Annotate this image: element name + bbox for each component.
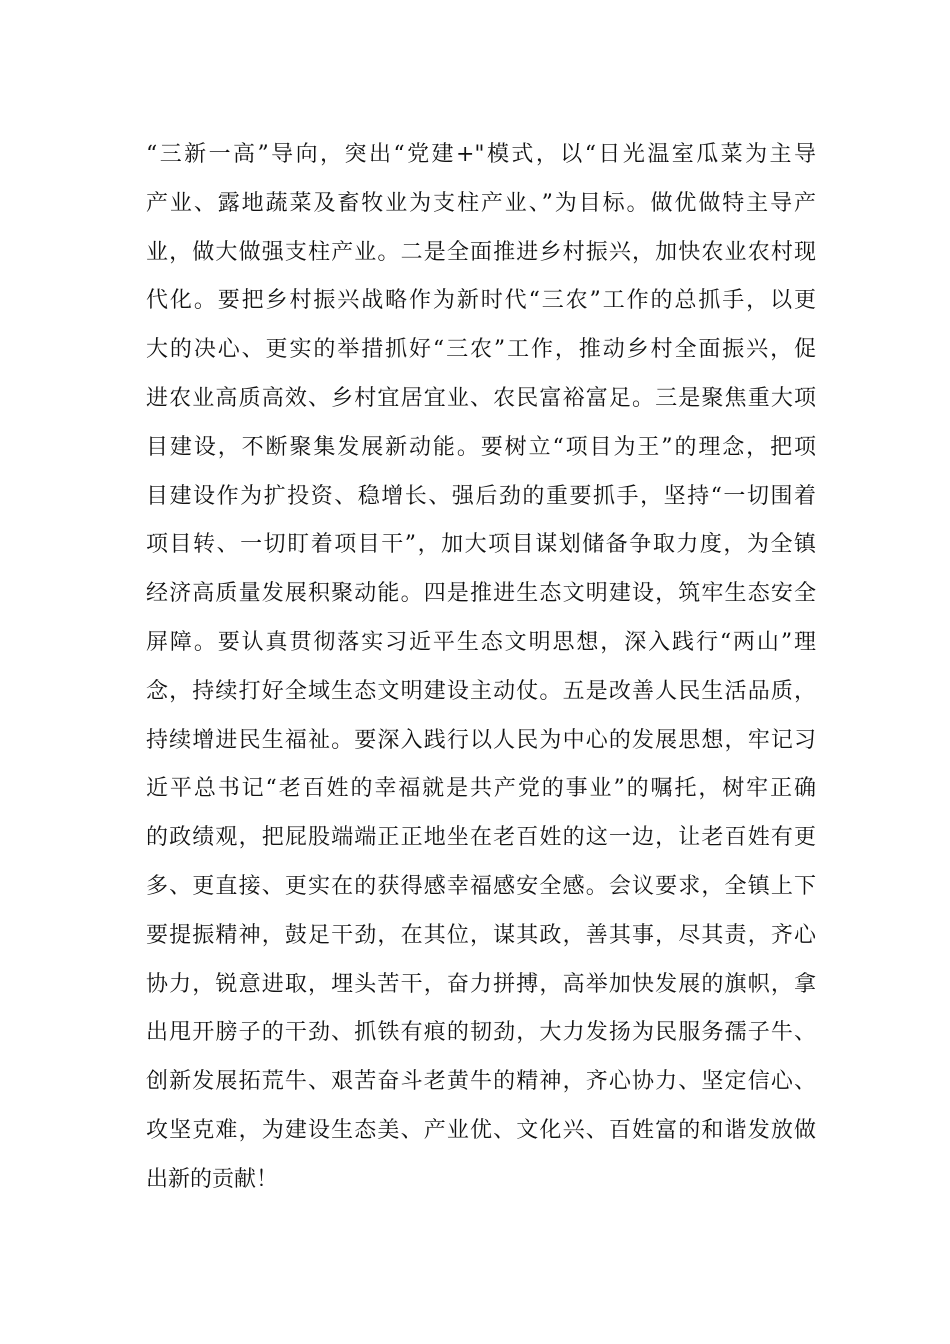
- paragraph-line: 进农业高质高效、乡村宜居宜业、农民富裕富足。三是聚焦重大项: [146, 385, 816, 411]
- paragraph-line: 创新发展拓荒牛、艰苦奋斗老黄牛的精神，齐心协力、坚定信心、: [146, 1069, 816, 1095]
- paragraph-line: 产业、露地蔬菜及畜牧业为支柱产业、”为目标。做优做特主导产: [146, 190, 816, 216]
- paragraph-line: 多、更直接、更实在的获得感幸福感安全感。会议要求，全镇上下: [146, 873, 816, 899]
- paragraph-line: 出新的贡献！: [146, 1166, 279, 1192]
- paragraph-line: 目建设作为扩投资、稳增长、强后劲的重要抓手，坚持“一切围着: [146, 483, 816, 509]
- body-paragraph: [146, 131, 816, 1205]
- paragraph-line: 攻坚克难，为建设生态美、产业优、文化兴、百姓富的和谐发放做: [146, 1117, 816, 1143]
- paragraph-line: “三新一高”导向，突出“党建+"模式，以“日光温室瓜菜为主导: [146, 142, 816, 167]
- paragraph-line: 大的决心、更实的举措抓好“三农”工作，推动乡村全面振兴，促: [146, 337, 816, 363]
- paragraph-line: 代化。要把乡村振兴战略作为新时代“三农”工作的总抓手，以更: [146, 288, 816, 314]
- paragraph-line: 持续增进民生福祉。要深入践行以人民为中心的发展思想，牢记习: [146, 727, 816, 753]
- paragraph-line: 念，持续打好全域生态文明建设主动仗。五是改善人民生活品质，: [146, 678, 816, 704]
- paragraph-line: 屏障。要认真贯彻落实习近平生态文明思想，深入践行“两山”理: [146, 629, 816, 655]
- paragraph-line: 近平总书记“老百姓的幸福就是共产党的事业”的嘱托，树牢正确: [146, 776, 816, 802]
- paragraph-line: 目建设，不断聚集发展新动能。要树立“项目为王”的理念，把项: [146, 434, 816, 460]
- paragraph-line: 经济高质量发展积聚动能。四是推进生态文明建设，筑牢生态安全: [146, 581, 816, 607]
- paragraph-line: 项目转、一切盯着项目干”，加大项目谋划储备争取力度，为全镇: [146, 532, 816, 558]
- paragraph-line: 协力，锐意进取，埋头苦干，奋力拼搏，高举加快发展的旗帜，拿: [146, 971, 816, 997]
- paragraph-line: 的政绩观，把屁股端端正正地坐在老百姓的这一边，让老百姓有更: [146, 825, 816, 851]
- paragraph-line: 要提振精神，鼓足干劲，在其位，谋其政，善其事，尽其责，齐心: [146, 922, 816, 948]
- paragraph-line: 出甩开膀子的干劲、抓铁有痕的韧劲，大力发扬为民服务孺子牛、: [146, 1020, 816, 1046]
- paragraph-line: 业，做大做强支柱产业。二是全面推进乡村振兴，加快农业农村现: [146, 239, 816, 265]
